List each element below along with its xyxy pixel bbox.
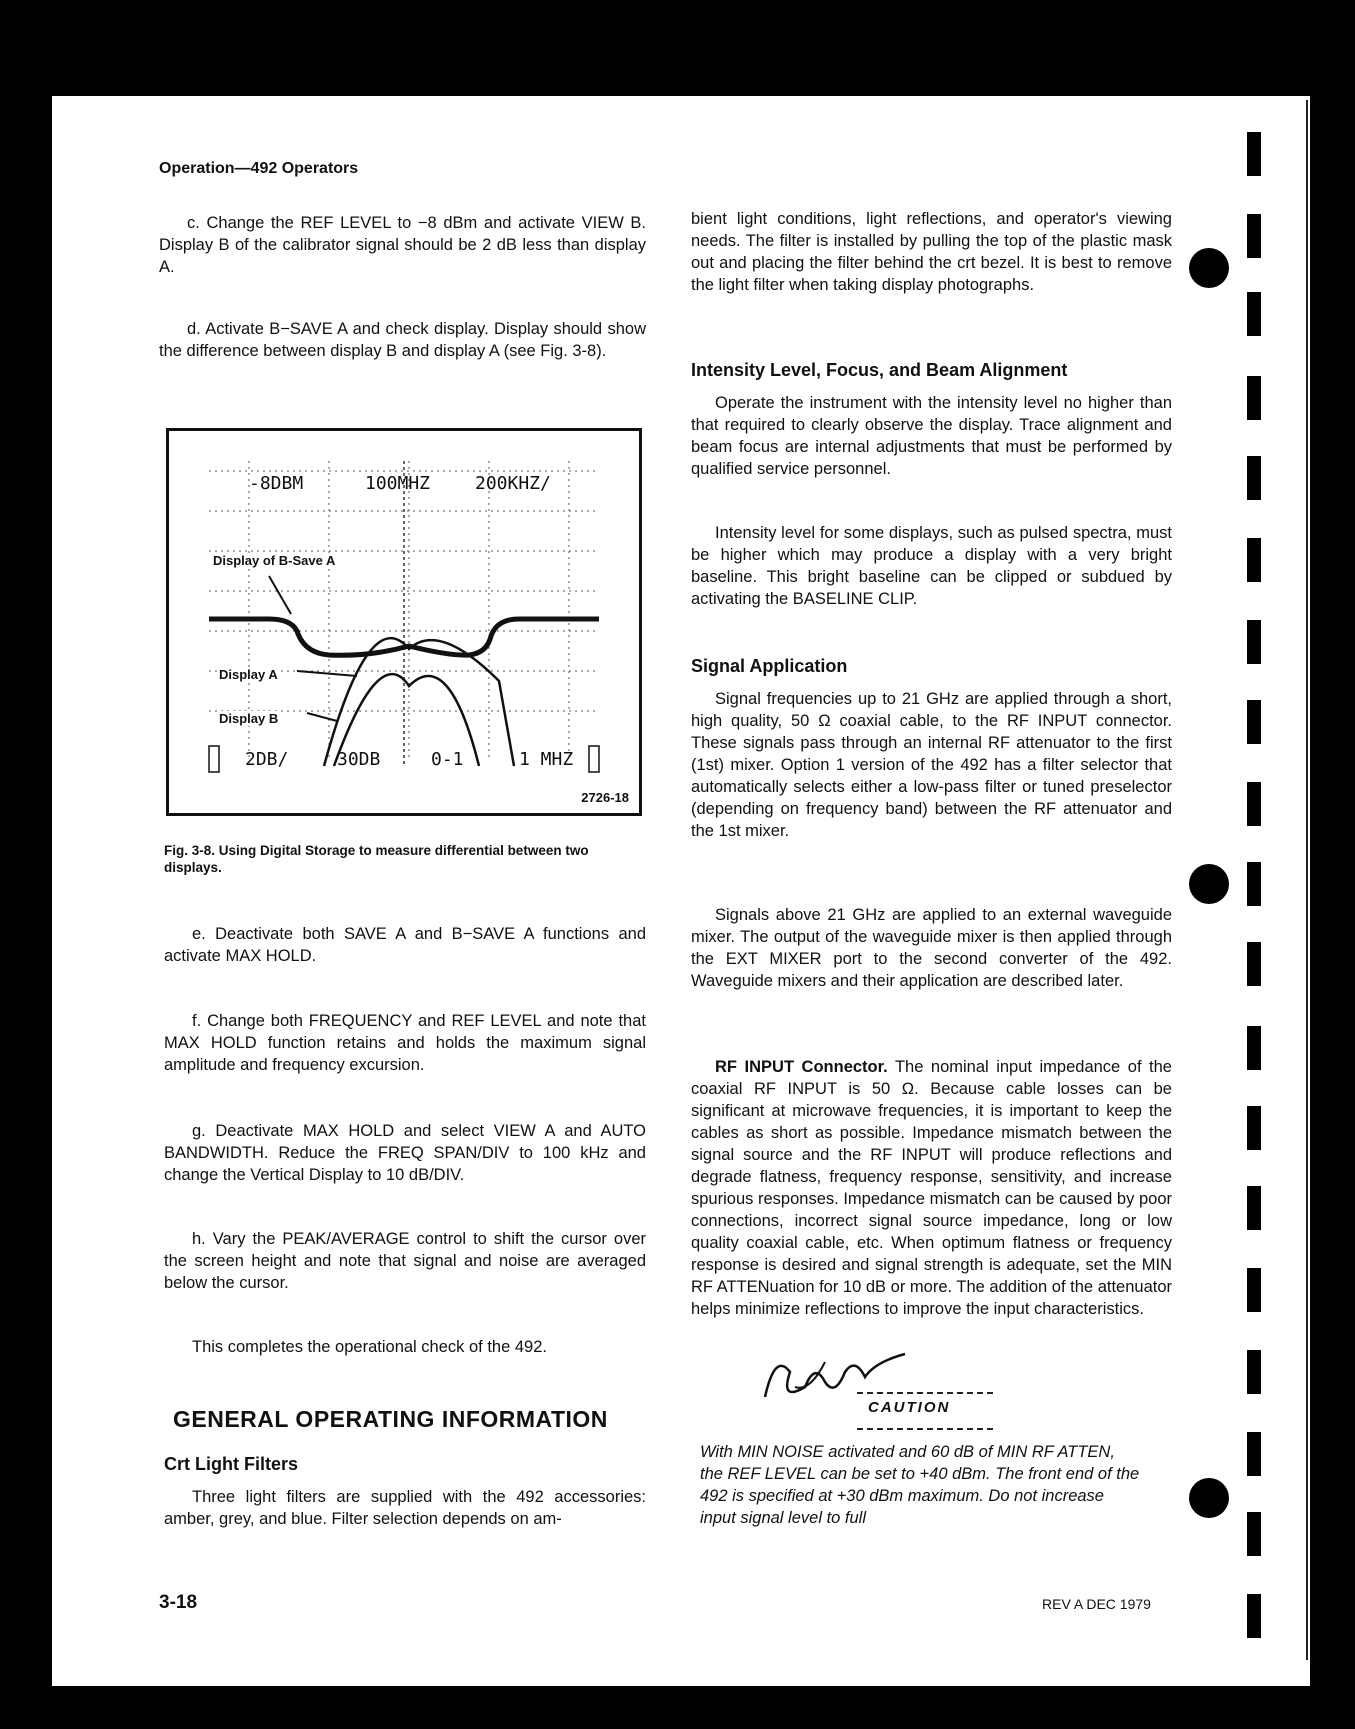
edge-tab <box>1247 1512 1261 1556</box>
step-d-paragraph: d. Activate B−SAVE A and check display. Display should show the difference between display B and display A (see Fig. 3-8). <box>159 320 646 360</box>
edge-tab <box>1247 214 1261 258</box>
readout-top-span: 200KHZ/ <box>475 473 551 494</box>
crt-filters-continued-paragraph: bient light conditions, light reflections, and operator's viewing needs. The filter is installed by pulling the top of the plastic mask out and placing the filter behind the crt bezel. It is best to remove the light filter when taking display photographs. <box>691 210 1172 294</box>
section-title: GENERAL OPERATING INFORMATION <box>173 1406 608 1432</box>
edge-tab <box>1247 1026 1261 1070</box>
binder-hole-middle <box>1189 864 1229 904</box>
rf-input-paragraph <box>691 1056 1172 1320</box>
rf-input-text: The nominal input impedance of the coaxial RF INPUT is 50 Ω. Because cable losses can be significant at microwave frequencies, it is important to keep the cables as short as possible. Impedance mismatch between the signal source and the RF INPUT will produce reflections and degrade flatness, frequency response, sensitivity, and increase spurious responses. Impedance mismatch can be caused by poor connections, incorrect signal source impedance, long or low quality coaxial cable, etc. When optimum flatness or frequency response is desired and signal strength is adequate, set the MIN RF ATTENuation for 10 dB or more. The addition of the attenuator helps minimize reflections to improve the input characteristics. <box>691 1058 1172 1318</box>
edge-tab <box>1247 1268 1261 1312</box>
page-number: 3-18 <box>159 1592 198 1613</box>
edge-tab <box>1247 862 1261 906</box>
intensity-paragraph-1: Operate the instrument with the intensity level no higher than that required to clearly observe the display. Trace alignment and beam focus are internal adjustments that must be performed by qualified service personnel. <box>691 394 1172 478</box>
edge-tab <box>1247 1350 1261 1394</box>
rf-input-runin: RF INPUT Connector. <box>715 1058 888 1076</box>
edge-tab <box>1247 132 1261 176</box>
edge-tab <box>1247 782 1261 826</box>
figure-caption: Fig. 3-8. Using Digital Storage to measure differential between two displays. <box>164 843 589 875</box>
edge-tab <box>1247 1594 1261 1638</box>
step-g-paragraph: g. Deactivate MAX HOLD and select VIEW A and AUTO BANDWIDTH. Reduce the FREQ SPAN/DIV to 100 kHz and change the Vertical Display to 10 dB/DIV. <box>164 1122 646 1184</box>
edge-tab <box>1247 700 1261 744</box>
readout-bottom-scale: 2DB/ <box>245 749 289 770</box>
label-display-a: Display A <box>219 667 278 682</box>
label-display-b-save-a: Display of B-Save A <box>213 553 336 568</box>
step-c-paragraph: c. Change the REF LEVEL to −8 dBm and activate VIEW B. Display B of the calibrator signal should be 2 dB less than display A. <box>159 214 646 276</box>
running-header: Operation—492 Operators <box>159 160 359 177</box>
page-edge-line <box>1306 100 1308 1660</box>
edge-tab <box>1247 1186 1261 1230</box>
crt-light-filters-paragraph: Three light filters are supplied with the 492 accessories: amber, grey, and blue. Filter selection depends on am- <box>164 1488 646 1528</box>
readout-bottom-atten: 30DB <box>337 749 381 770</box>
edge-tab <box>1247 1106 1261 1150</box>
edge-tab <box>1247 620 1261 664</box>
label-display-b: Display B <box>219 711 279 726</box>
readout-top-center-freq: 100MHZ <box>365 473 431 494</box>
step-f-paragraph: f. Change both FREQUENCY and REF LEVEL and note that MAX HOLD function retains and holds the maximum signal amplitude and frequency excursion. <box>164 1012 646 1074</box>
step-e-paragraph: e. Deactivate both SAVE A and B−SAVE A functions and activate MAX HOLD. <box>164 925 646 965</box>
edge-tab <box>1247 292 1261 336</box>
readout-bottom-marker: 0-1 <box>431 749 464 770</box>
edge-tab <box>1247 538 1261 582</box>
readout-bottom-resolution: 1 MHZ <box>519 749 574 770</box>
binder-hole-top <box>1189 248 1229 288</box>
signal-application-paragraph-1: Signal frequencies up to 21 GHz are applied through a short, high quality, 50 Ω coaxial cable, to the RF INPUT connector. These signals pass through an internal RF attenuator to the first (1st) mixer. Option 1 version of the 492 has a filter selector that automatically selects either a low-pass filter or tuned preselector (depending on frequency band) between the RF attenuator and the 1st mixer. <box>691 690 1172 840</box>
intensity-heading: Intensity Level, Focus, and Beam Alignment <box>691 360 1068 380</box>
step-h-paragraph: h. Vary the PEAK/AVERAGE control to shift the cursor over the screen height and note that signal and noise are averaged below the cursor. <box>164 1230 646 1292</box>
edge-tab <box>1247 376 1261 420</box>
readout-top-ref-level: -8DBM <box>249 473 304 494</box>
figure-id: 2726-18 <box>581 790 629 805</box>
edge-tab <box>1247 456 1261 500</box>
intensity-paragraph-2: Intensity level for some displays, such as pulsed spectra, must be higher which may produce a display with a very bright baseline. This bright baseline can be clipped or subdued by activating the BASELINE CLIP. <box>691 524 1172 608</box>
figure-3-8 <box>166 428 642 816</box>
edge-tab <box>1247 942 1261 986</box>
caution-label: CAUTION <box>868 1399 951 1416</box>
crt-light-filters-heading: Crt Light Filters <box>164 1454 298 1474</box>
revision-date: REV A DEC 1979 <box>1042 1596 1151 1612</box>
signal-application-paragraph-2: Signals above 21 GHz are applied to an external waveguide mixer. The output of the waveguide mixer is then applied through the EXT MIXER port to the second converter of the 492. Waveguide mixers and their application are described later. <box>691 906 1172 990</box>
edge-tab <box>1247 1432 1261 1476</box>
completion-paragraph: This completes the operational check of the 492. <box>192 1338 547 1356</box>
caution-paragraph: With MIN NOISE activated and 60 dB of MIN RF ATTEN, the REF LEVEL can be set to +40 dBm. The front end of the 492 is specified at +30 dBm maximum. Do not increase input signal level to full <box>700 1443 1140 1527</box>
signal-application-heading: Signal Application <box>691 656 848 676</box>
binder-hole-bottom <box>1189 1478 1229 1518</box>
